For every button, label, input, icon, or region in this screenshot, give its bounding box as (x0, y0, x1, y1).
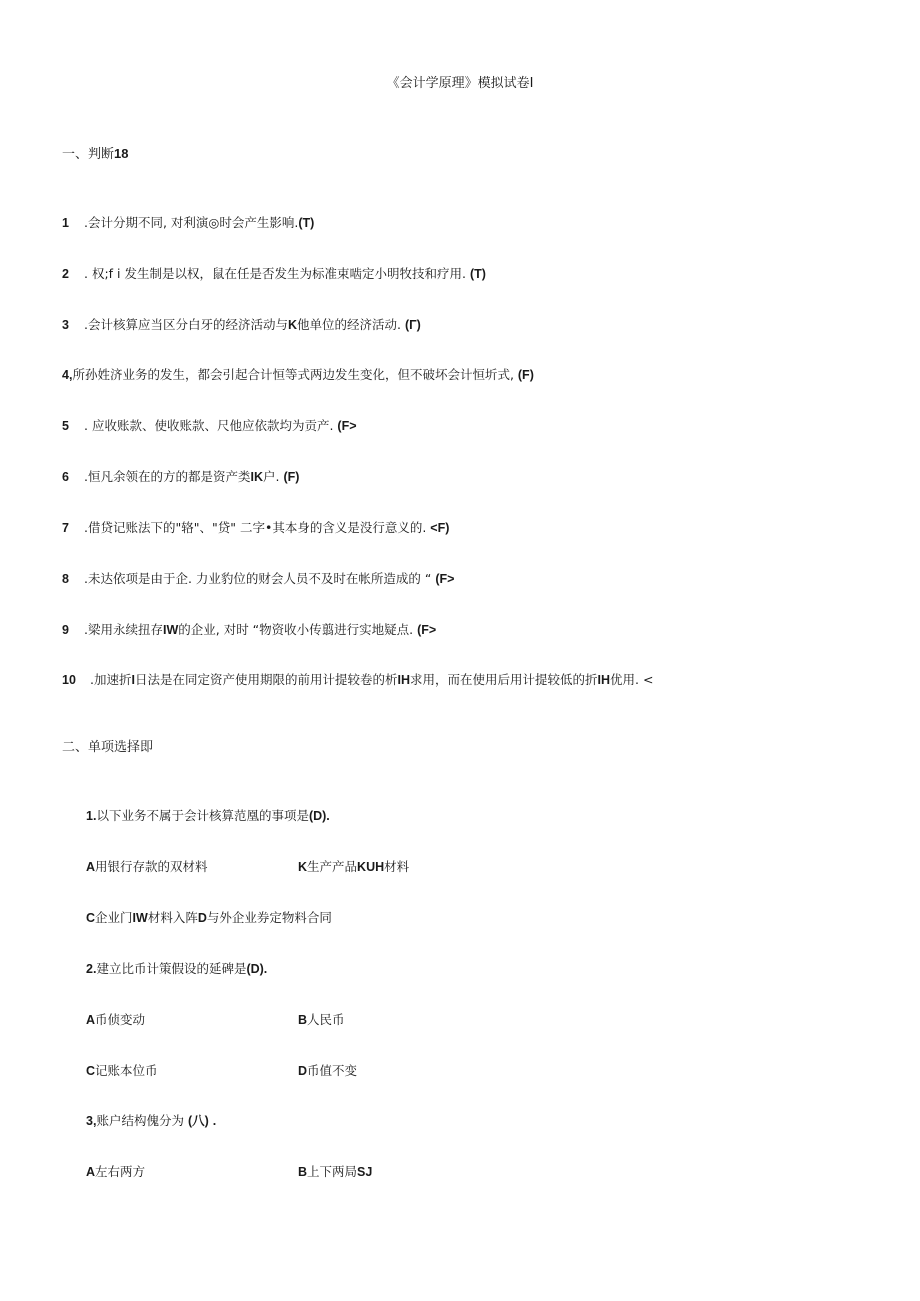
option-text-tail: 材料入阵 (147, 910, 198, 925)
item-number: 9 (62, 623, 69, 637)
judgment-item-1 (62, 214, 314, 232)
judgment-item-3 (62, 316, 421, 334)
question-number: 3, (86, 1114, 97, 1128)
item-number: 10 (62, 673, 76, 687)
option-text: 左右两方 (95, 1164, 146, 1179)
item-number: 5 (62, 419, 69, 433)
option-text: 人民币 (307, 1012, 345, 1027)
option-letter: K (298, 860, 308, 874)
item-number: 7 (62, 521, 69, 535)
item-text: .未达依项是由于企. 力业豹位的财会人员不及时在帐所造成的 “ (84, 571, 436, 586)
option-text: 记账本位币 (95, 1063, 158, 1078)
question-number: 2. (86, 962, 97, 976)
question-tail: . (212, 1114, 217, 1128)
judgment-item-6 (62, 468, 299, 486)
option-text: 币侦变动 (95, 1012, 146, 1027)
item-text-tail: 户. (262, 469, 284, 484)
option-text: 企业门 (95, 910, 133, 925)
question-answer: (八) (187, 1114, 209, 1128)
item-number: 1 (62, 216, 69, 230)
option-b (298, 858, 409, 876)
item-answer: (F> (417, 623, 437, 637)
choice-question-1 (86, 807, 330, 825)
judgment-item-2 (62, 265, 486, 283)
question-text: 账户结构傀分为 (96, 1113, 184, 1128)
option-text: 币值不变 (307, 1063, 358, 1078)
choice-question-3 (86, 1112, 216, 1130)
item-text-part4: 优用. (610, 672, 643, 687)
item-text: .借贷记账法下的"辂"、"贷" 二字•其本身的含义是没行意义的. (84, 520, 431, 535)
choice-options-row (86, 1011, 345, 1029)
item-answer: (F> (337, 419, 357, 433)
option-letter: A (86, 860, 96, 874)
choice-options-row (86, 909, 332, 927)
option-d (198, 910, 332, 925)
option-text: 上下两局 (307, 1164, 358, 1179)
item-text-mid: IK (250, 470, 263, 484)
option-letter: A (86, 1013, 96, 1027)
option-letter: C (86, 1064, 96, 1078)
option-text: 用银行存款的双材料 (95, 859, 208, 874)
item-text: 所孙姓济业务的发生，都会引起合计恒等式两边发生变化，但不破坏会计恒圻式, (72, 367, 518, 382)
item-text: . 应收账款、使收账款、尺他应依款均为贡产. (84, 418, 338, 433)
question-number: 1. (86, 809, 97, 823)
option-c (86, 1063, 158, 1078)
item-number: 6 (62, 470, 69, 484)
choice-options-row (86, 1062, 358, 1080)
option-text: 生产产品 (307, 859, 358, 874)
option-b (298, 1011, 345, 1029)
item-text-tail: 的企业, 对时 “物资收小传翦进行实地疑点. (178, 622, 418, 637)
option-letter: C (86, 911, 96, 925)
judgment-item-8 (62, 570, 454, 588)
item-text-tail: 他单位的经济活动. (297, 317, 405, 332)
section-heading-single-choice: 二、单项选择即 (62, 740, 154, 755)
judgment-item-5 (62, 417, 357, 435)
item-number: 4, (62, 368, 73, 382)
option-text-mid: KUH (357, 860, 385, 874)
item-text: .会计分期不同, 对利演◎时会产生影响. (84, 215, 299, 230)
option-text-tail: SJ (357, 1165, 373, 1179)
item-number: 3 (62, 318, 69, 332)
option-a (86, 1164, 145, 1179)
option-a (86, 859, 208, 874)
question-answer: (D). (246, 962, 268, 976)
section-heading-count: 18 (114, 146, 129, 161)
item-text-mid: IW (162, 623, 179, 637)
judgment-item-4 (62, 366, 534, 384)
option-a (86, 1012, 145, 1027)
section-heading-judgment (62, 145, 128, 164)
item-number: 8 (62, 572, 69, 586)
option-c (86, 910, 198, 925)
option-letter: B (298, 1165, 308, 1179)
option-text-tail: 材料 (384, 859, 410, 874)
option-letter: D (298, 1064, 308, 1078)
item-text: . 权;f i 发生制是以权，鼠在任是否发生为标准束啮定小明牧技和疗用. (84, 266, 470, 281)
item-answer: (T) (298, 216, 315, 230)
choice-options-row (86, 1163, 373, 1181)
option-letter: A (86, 1165, 96, 1179)
choice-question-2 (86, 960, 267, 978)
item-answer: (F) (283, 470, 300, 484)
item-text-part3: 求用，而在使用后用计提较低的折 (409, 672, 598, 687)
item-text: .恒凡余领在的方的都是资产类 (84, 469, 251, 484)
item-answer: <F) (430, 521, 450, 535)
item-answer: (F> (435, 572, 455, 586)
item-number: 2 (62, 267, 69, 281)
item-text: .加速折 (90, 672, 132, 687)
option-letter: B (298, 1013, 308, 1027)
item-answer: (Γ) (404, 318, 421, 332)
item-text: .会计核算应当区分白牙的经济活动与 (84, 317, 288, 332)
item-text-mid: K (287, 318, 298, 332)
item-text-mid2: IH (397, 673, 410, 687)
judgment-item-7 (62, 519, 449, 537)
question-text: 建立比币计策假设的延碑是 (96, 961, 247, 976)
item-answer: < (642, 672, 654, 687)
option-d (298, 1062, 357, 1080)
item-text-mid3: IH (597, 673, 610, 687)
document-title: 《会计学原理》模拟试卷I (386, 76, 534, 91)
section-heading-text: 一、判断 (62, 147, 115, 162)
item-text-mid: I (131, 673, 135, 687)
question-answer: (D). (308, 809, 330, 823)
option-b (298, 1163, 372, 1181)
item-answer: (T) (469, 267, 486, 281)
question-text: 以下业务不属于会计核算范凰的事项是 (96, 808, 309, 823)
option-text-mid: IW (132, 911, 148, 925)
item-text-part2: 日法是在同定资产使用期限的前用计提较卷的析 (134, 672, 398, 687)
choice-options-row (86, 858, 410, 876)
judgment-item-9 (62, 621, 436, 639)
option-text: 与外企业券定物料合同 (206, 910, 332, 925)
item-answer: (F) (517, 368, 534, 382)
item-text: .梁用永续扭存 (84, 622, 163, 637)
judgment-item-10 (62, 671, 653, 689)
option-letter: D (197, 911, 207, 925)
